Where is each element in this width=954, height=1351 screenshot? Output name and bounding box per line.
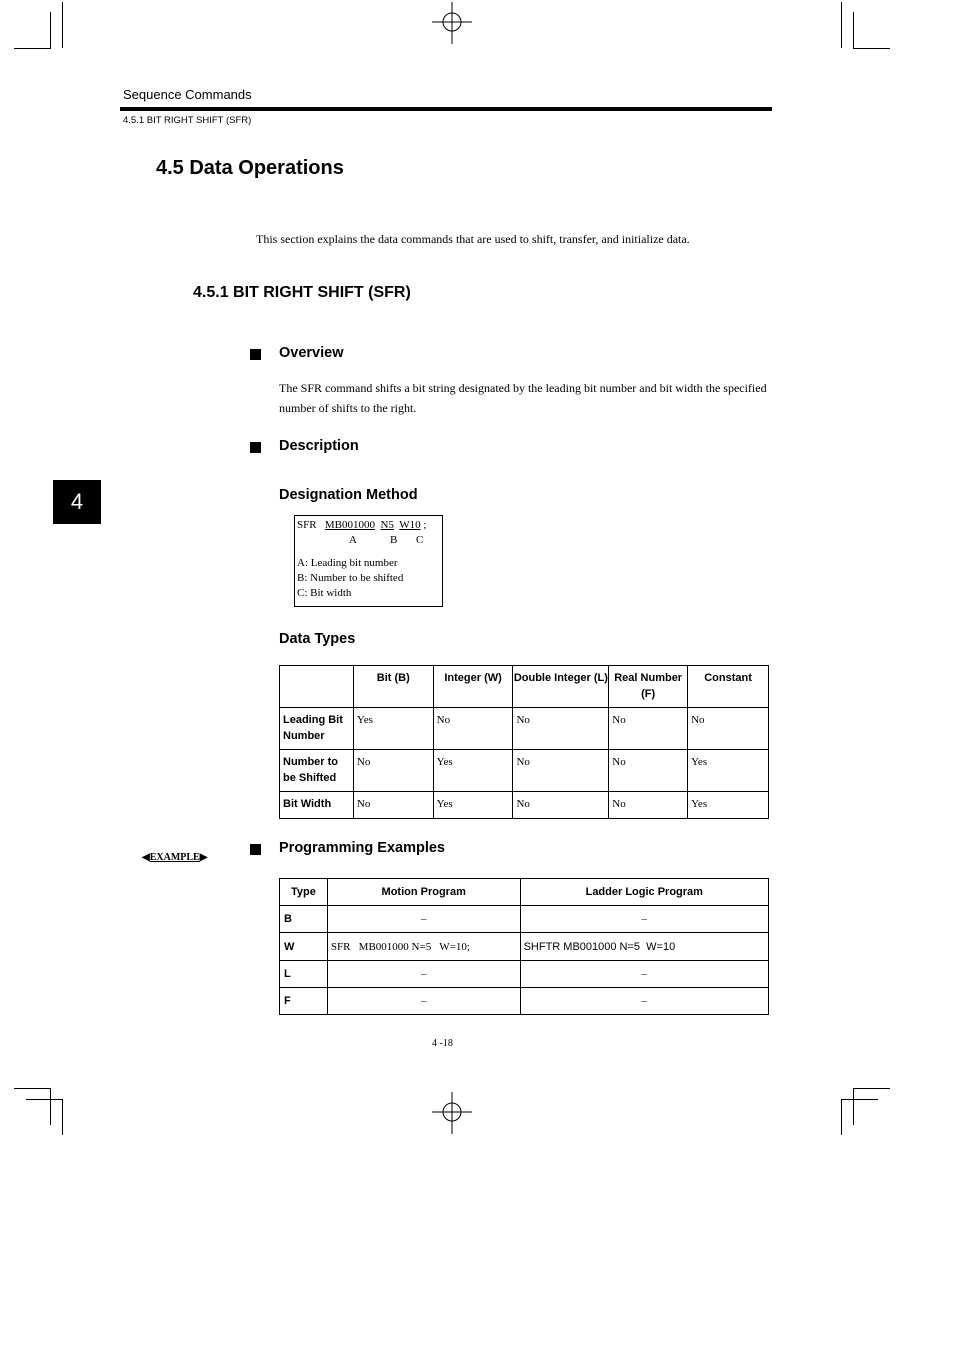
header-rule xyxy=(120,107,772,111)
bullet-square-icon xyxy=(250,844,261,855)
data-types-heading: Data Types xyxy=(279,631,356,647)
column-header: Real Number (F) xyxy=(609,666,688,708)
motion-cell: SFR MB001000 N=5 W=10; xyxy=(327,933,520,961)
designation-arg-c: W10 xyxy=(399,519,421,531)
designation-box xyxy=(294,515,443,607)
row-header: Leading Bit Number xyxy=(280,708,354,750)
example-tag-label: EXAMPLE xyxy=(149,852,200,863)
column-header: Constant xyxy=(688,666,769,708)
ladder-cell: SHFTR MB001000 N=5 W=10 xyxy=(520,933,768,961)
page-number: 4 -18 xyxy=(432,1038,453,1049)
designation-label-b: B xyxy=(390,534,398,546)
designation-arg-b: N5 xyxy=(380,519,394,531)
table-row xyxy=(280,750,769,792)
table-row xyxy=(280,792,769,819)
section-intro: This section explains the data commands that are used to shift, transfer, and initialize data. xyxy=(256,232,690,246)
bullet-square-icon xyxy=(250,442,261,453)
motion-cell: – xyxy=(327,906,520,933)
table-row xyxy=(280,988,769,1015)
table-cell: No xyxy=(609,708,688,750)
table-cell: Yes xyxy=(353,708,433,750)
overview-heading: Overview xyxy=(279,345,344,361)
table-row xyxy=(280,708,769,750)
programming-examples-heading: Programming Examples xyxy=(279,840,445,856)
table-cell: No xyxy=(513,750,609,792)
type-cell: B xyxy=(280,906,328,933)
table-row xyxy=(280,961,769,988)
table-cell: No xyxy=(513,708,609,750)
table-cell: No xyxy=(688,708,769,750)
table-row xyxy=(280,933,769,961)
table-cell: Yes xyxy=(433,750,513,792)
ladder-cell: – xyxy=(520,988,768,1015)
chapter-tab: 4 xyxy=(53,480,101,524)
column-header: Motion Program xyxy=(327,879,520,906)
ladder-cell: – xyxy=(520,906,768,933)
type-cell: F xyxy=(280,988,328,1015)
table-cell: Yes xyxy=(433,792,513,819)
designation-legend-b: B: Number to be shifted xyxy=(297,572,404,584)
table-header-row xyxy=(280,666,769,708)
designation-legend-c: C: Bit width xyxy=(297,587,352,599)
running-subheader: 4.5.1 BIT RIGHT SHIFT (SFR) xyxy=(123,115,252,126)
table-cell: Yes xyxy=(688,750,769,792)
table-cell: No xyxy=(433,708,513,750)
row-header: Bit Width xyxy=(280,792,354,819)
table-cell: No xyxy=(353,750,433,792)
designation-terminator: ; xyxy=(423,519,427,531)
designation-label-a: A xyxy=(349,534,357,546)
running-header: Sequence Commands xyxy=(123,87,252,102)
type-cell: W xyxy=(280,933,328,961)
table-cell: No xyxy=(609,750,688,792)
table-cell: No xyxy=(513,792,609,819)
designation-command: SFR xyxy=(297,519,317,531)
programming-examples-table xyxy=(279,878,769,1015)
registration-mark-bottom xyxy=(432,1092,472,1134)
table-row xyxy=(280,906,769,933)
column-header: Double Integer (L) xyxy=(513,666,609,708)
overview-text: The SFR command shifts a bit string designated by the leading bit number and bit width the specified number of shifts to the right. xyxy=(279,381,767,415)
motion-cell: – xyxy=(327,961,520,988)
table-cell: No xyxy=(609,792,688,819)
data-types-table xyxy=(279,665,769,819)
triangle-left-icon: ◀ xyxy=(142,852,150,863)
ladder-cell: – xyxy=(520,961,768,988)
column-header: Type xyxy=(280,879,328,906)
section-title: 4.5 Data Operations xyxy=(156,157,344,179)
registration-mark-top xyxy=(432,2,472,44)
description-heading: Description xyxy=(279,438,359,454)
table-cell: Yes xyxy=(688,792,769,819)
column-header: Ladder Logic Program xyxy=(520,879,768,906)
example-tag xyxy=(142,852,207,863)
triangle-right-icon: ▶ xyxy=(199,852,208,863)
designation-legend-a: A: Leading bit number xyxy=(297,557,398,569)
table-header-row xyxy=(280,879,769,906)
bullet-square-icon xyxy=(250,349,261,360)
column-header xyxy=(280,666,354,708)
column-header: Integer (W) xyxy=(433,666,513,708)
motion-cell: – xyxy=(327,988,520,1015)
type-cell: L xyxy=(280,961,328,988)
column-header: Bit (B) xyxy=(353,666,433,708)
designation-arg-a: MB001000 xyxy=(324,519,375,531)
table-cell: No xyxy=(353,792,433,819)
designation-label-c: C xyxy=(416,534,424,546)
row-header: Number to be Shifted xyxy=(280,750,354,792)
subsection-title: 4.5.1 BIT RIGHT SHIFT (SFR) xyxy=(193,284,411,301)
designation-method-heading: Designation Method xyxy=(279,487,418,503)
